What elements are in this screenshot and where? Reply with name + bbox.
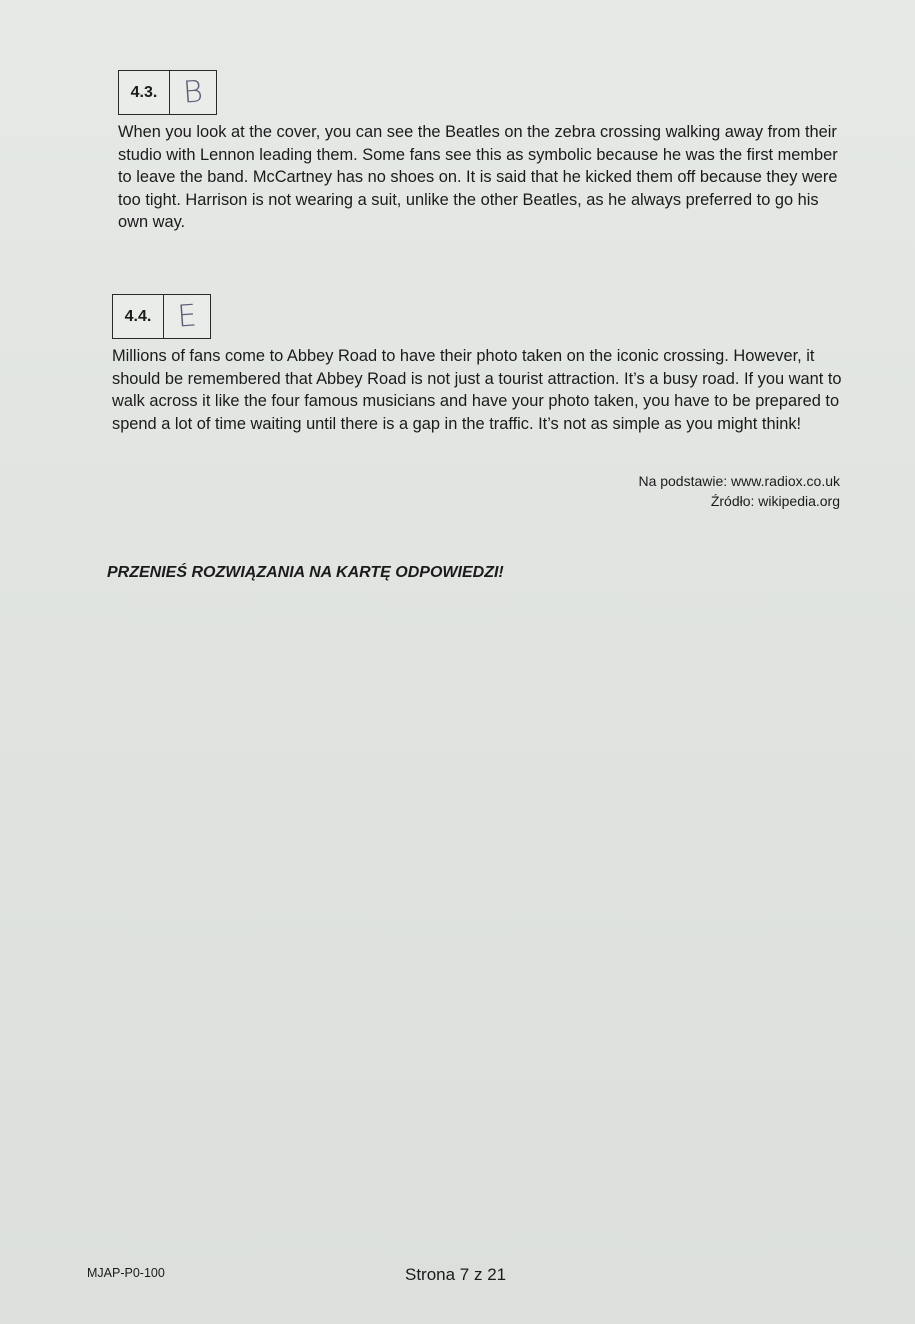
task-4-4 — [112, 294, 842, 435]
exam-code: MJAP-P0-100 — [87, 1266, 165, 1280]
page-number: Strona 7 z 21 — [405, 1265, 507, 1284]
handwritten-answer: B — [181, 74, 205, 111]
source-line: Źródło: wikipedia.org — [710, 493, 840, 509]
answer-box — [112, 294, 211, 339]
source-line: Na podstawie: www.radiox.co.uk — [638, 473, 840, 489]
transfer-notice: PRZENIEŚ ROZWIĄZANIA NA KARTĘ ODPOWIEDZI! — [107, 564, 504, 581]
task-paragraph: Millions of fans come to Abbey Road to have their photo taken on the iconic crossing. However, it should be remembered that Abbey Road is not just a tourist attraction. It’s a busy road. If you want to walk across it like the four famous musicians and have your photo taken, you have to be prepared to spend a lot of time waiting until there is a gap in the traffic. It’s not as simple as you might think! — [112, 347, 842, 433]
task-number: 4.4. — [113, 295, 164, 338]
source-credits — [638, 471, 840, 511]
handwritten-answer: E — [176, 298, 198, 335]
task-4-3 — [118, 70, 843, 234]
task-paragraph: When you look at the cover, you can see the Beatles on the zebra crossing walking away from their studio with Lennon leading them. Some fans see this as symbolic because he was the first member to leave the band. McCartney has no shoes on. It is said that he kicked them off because they were too tight. Harrison is not wearing a suit, unlike the other Beatles, as he always preferred to go his own way. — [118, 123, 838, 231]
task-number: 4.3. — [119, 71, 170, 114]
answer-box — [118, 70, 217, 115]
